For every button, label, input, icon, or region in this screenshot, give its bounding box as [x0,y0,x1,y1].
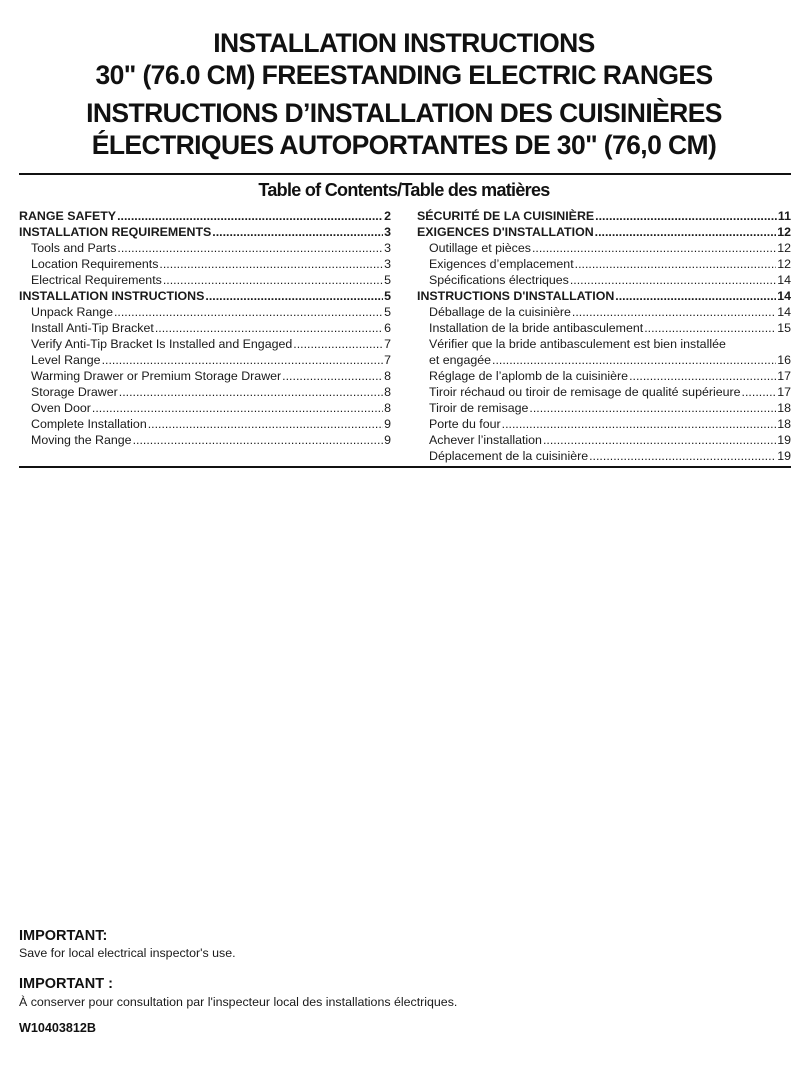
toc-subsection-entry[interactable] [19,432,391,448]
dot-leader [212,224,383,240]
toc-entry-label: Tools and Parts [31,241,117,255]
toc-page-number: 5 [384,305,391,319]
toc-page-number: 17 [777,369,791,383]
dot-leader [532,240,776,256]
dot-leader [119,384,383,400]
toc-entry-label: Réglage de l’aplomb de la cuisinière [429,369,629,383]
toc-page-number: 14 [777,273,791,287]
toc-subsection-entry[interactable] [19,272,391,288]
toc-entry-label: Oven Door [31,401,91,415]
toc-entry-label: Déballage de la cuisinière [429,305,571,319]
toc-page-number: 14 [777,289,791,303]
dot-leader [293,336,383,352]
toc-page-number: 8 [384,369,391,383]
dot-leader [92,400,383,416]
toc-page-number: 19 [777,449,791,463]
toc-entry-label: Unpack Range [31,305,113,319]
dot-leader [644,320,776,336]
toc-entry-label: Achever l’installation [429,433,542,447]
dot-leader [595,208,777,224]
toc-entry-label: Install Anti-Tip Bracket [31,321,154,335]
dot-leader [595,224,777,240]
important-text-en: Save for local electrical inspector's use. [19,946,236,960]
dot-leader [543,432,776,448]
title-line-4: ÉLECTRIQUES AUTOPORTANTES DE 30" (76,0 CM) [91,130,717,160]
toc-subsection-entry[interactable] [417,448,791,464]
top-divider [19,173,791,175]
toc-entry-label: Moving the Range [31,433,132,447]
title-line-1: INSTALLATION INSTRUCTIONS [213,28,595,58]
toc-page-number: 5 [384,273,391,287]
toc-title: Table of Contents/Table des matières [258,180,550,200]
toc-entry-label: INSTALLATION REQUIREMENTS [19,225,212,239]
toc-entry-label: Warming Drawer or Premium Storage Drawer [31,369,282,383]
toc-subsection-entry[interactable] [417,256,791,272]
toc-page-number: 16 [777,353,791,367]
toc-page-number: 11 [777,209,791,223]
dot-leader [102,352,384,368]
toc-page-number: 7 [384,353,391,367]
toc-section-entry[interactable] [417,224,791,240]
toc-section-entry[interactable] [19,208,391,224]
toc-subsection-entry[interactable] [417,368,791,384]
important-heading-fr: IMPORTANT : [19,976,113,992]
dot-leader [742,384,777,400]
dot-leader [133,432,384,448]
toc-subsection-entry[interactable] [19,368,391,384]
toc-subsection-entry[interactable] [417,384,791,400]
toc-page-number: 3 [384,257,391,271]
toc-entry-label: et engagée [429,353,492,367]
toc-section-entry[interactable] [417,208,791,224]
toc-page-number: 7 [384,337,391,351]
dot-leader [502,416,777,432]
toc-section-entry[interactable] [19,288,391,304]
toc-entry-label: Tiroir réchaud ou tiroir de remisage de qualité supérieure [429,385,741,399]
dot-leader [575,256,777,272]
toc-entry-label: Outillage et pièces [429,241,531,255]
toc-subsection-entry[interactable] [417,304,791,320]
toc-page-number: 2 [384,209,391,223]
toc-column-french [417,208,791,464]
dot-leader [629,368,776,384]
dot-leader [117,208,383,224]
toc-page-number: 6 [384,321,391,335]
toc-entry-label: Electrical Requirements [31,273,162,287]
toc-page-number: 15 [777,321,791,335]
toc-subsection-entry[interactable] [417,240,791,256]
toc-entry-label-line [417,336,791,352]
toc-entry-label: INSTRUCTIONS D'INSTALLATION [417,289,615,303]
dot-leader [159,256,383,272]
toc-entry-label: EXIGENCES D'INSTALLATION [417,225,594,239]
toc-subsection-entry[interactable] [19,416,391,432]
dot-leader [155,320,383,336]
toc-subsection-entry[interactable] [19,336,391,352]
toc-bottom-divider [19,466,791,468]
toc-page-number: 19 [777,433,791,447]
toc-entry-label: Tiroir de remisage [429,401,529,415]
toc-entry-label: SÉCURITÉ DE LA CUISINIÈRE [417,209,595,223]
toc-entry-label: Installation de la bride antibasculement [429,321,644,335]
title-line-3: INSTRUCTIONS D’INSTALLATION DES CUISINIÈRES [86,98,722,128]
toc-page-number: 8 [384,385,391,399]
toc-page-number: 12 [777,257,791,271]
dot-leader [282,368,383,384]
toc-subsection-entry[interactable] [19,400,391,416]
toc-subsection-entry[interactable] [417,272,791,288]
dot-leader [114,304,383,320]
dot-leader [615,288,776,304]
dot-leader [163,272,383,288]
toc-subsection-entry[interactable] [19,384,391,400]
toc-subsection-entry[interactable] [19,352,391,368]
toc-entry-label: Exigences d’emplacement [429,257,574,271]
toc-page-number: 12 [777,241,791,255]
dot-leader [148,416,383,432]
document-number: W10403812B [19,1021,97,1035]
toc-entry-label: Verify Anti-Tip Bracket Is Installed and Engaged [31,337,293,351]
toc-subsection-entry[interactable] [19,256,391,272]
toc-page-number: 9 [384,417,391,431]
toc-page-number: 14 [777,305,791,319]
toc-entry-label: INSTALLATION INSTRUCTIONS [19,289,205,303]
dot-leader [529,400,776,416]
dot-leader [572,304,776,320]
toc-subsection-entry[interactable] [417,320,791,336]
toc-entry-label: Déplacement de la cuisinière [429,449,589,463]
toc-page-number: 3 [384,241,391,255]
dot-leader [117,240,383,256]
toc-subsection-entry[interactable] [417,352,791,368]
toc-column-english [19,208,391,448]
toc-subsection-entry[interactable] [417,400,791,416]
toc-subsection-entry[interactable] [19,320,391,336]
toc-entry-label: Complete Installation [31,417,147,431]
toc-entry-label: Porte du four [429,417,501,431]
toc-entry-label: Storage Drawer [31,385,118,399]
toc-section-entry[interactable] [417,288,791,304]
toc-page-number: 18 [777,401,791,415]
toc-page-number: 17 [777,385,791,399]
toc-page-number: 9 [384,433,391,447]
toc-subsection-entry[interactable] [417,416,791,432]
important-text-fr: À conserver pour consultation par l'inspecteur local des installations électriques. [19,995,458,1009]
toc-page-number: 3 [384,225,391,239]
toc-entry-label: Vérifier que la bride antibasculement est bien installée [429,337,726,351]
dot-leader [570,272,776,288]
toc-subsection-entry[interactable] [417,432,791,448]
toc-subsection-entry[interactable] [19,304,391,320]
dot-leader [589,448,776,464]
toc-page-number: 12 [777,225,791,239]
toc-page-number: 8 [384,401,391,415]
title-line-2: 30" (76.0 CM) FREESTANDING ELECTRIC RANGES [95,60,713,90]
dot-leader [205,288,383,304]
dot-leader [492,352,776,368]
important-heading-en: IMPORTANT: [19,928,108,944]
toc-section-entry[interactable] [19,224,391,240]
toc-page-number: 5 [384,289,391,303]
toc-subsection-entry[interactable] [19,240,391,256]
toc-entry-label: Location Requirements [31,257,159,271]
toc-page-number: 18 [777,417,791,431]
toc-entry-label: RANGE SAFETY [19,209,117,223]
toc-entry-label: Spécifications électriques [429,273,569,287]
toc-entry-label: Level Range [31,353,101,367]
